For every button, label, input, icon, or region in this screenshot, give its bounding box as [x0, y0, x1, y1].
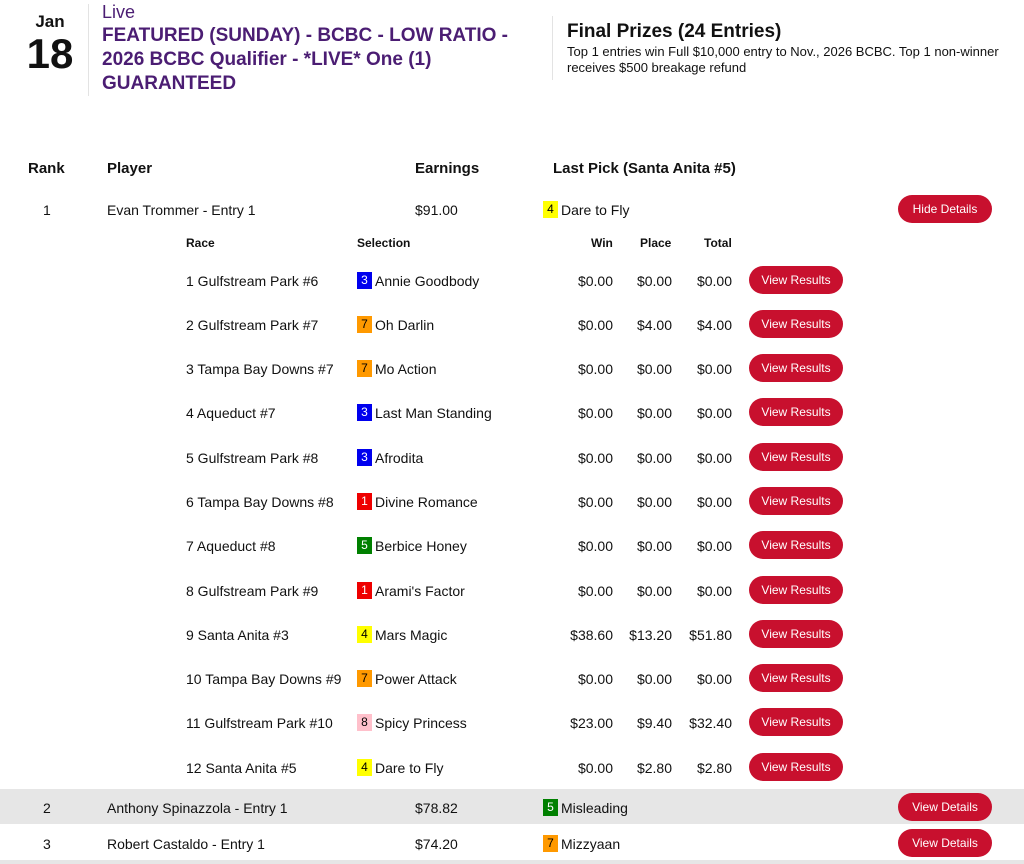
race: 7 Aqueduct #8 [186, 538, 276, 554]
horse-name: Mizzyaan [561, 835, 621, 852]
leaderboard-row [0, 194, 1024, 224]
total-amount: $2.80 [696, 760, 732, 776]
win-amount: $0.00 [577, 671, 613, 687]
detail-row [0, 266, 1024, 296]
view-results-button[interactable]: View Results [749, 664, 843, 692]
view-results-button[interactable]: View Results [749, 398, 843, 426]
leaderboard-row [0, 826, 1024, 860]
column-rank: Rank [28, 160, 65, 177]
last-pick [543, 835, 620, 852]
column-total: Total [704, 236, 732, 250]
horse-name: Dare to Fly [561, 201, 630, 218]
detail-row [0, 664, 1024, 694]
total-amount: $51.80 [689, 627, 732, 643]
detail-row [0, 487, 1024, 517]
place-amount: $0.00 [636, 538, 672, 554]
event-header [0, 0, 1024, 100]
win-amount: $0.00 [577, 583, 613, 599]
post-position-badge: 3 [357, 449, 372, 466]
post-position-badge: 3 [357, 404, 372, 421]
event-month: Jan [35, 12, 65, 31]
horse-name: Afrodita [375, 449, 424, 466]
selection [357, 714, 467, 731]
post-position-badge: 4 [357, 759, 372, 776]
column-last-pick: Last Pick (Santa Anita #5) [553, 160, 736, 177]
row-divider [0, 860, 1024, 864]
race: 5 Gulfstream Park #8 [186, 450, 319, 466]
detail-row [0, 310, 1024, 340]
horse-name: Mars Magic [375, 626, 448, 643]
horse-name: Berbice Honey [375, 537, 467, 554]
divider [88, 4, 89, 96]
view-results-button[interactable]: View Results [749, 620, 843, 648]
post-position-badge: 1 [357, 582, 372, 599]
leaderboard-row [0, 789, 1024, 824]
post-position-badge: 4 [357, 626, 372, 643]
leaderboard-header [0, 160, 1024, 180]
total-amount: $32.40 [689, 715, 732, 731]
place-amount: $0.00 [636, 273, 672, 289]
detail-row [0, 443, 1024, 473]
earnings: $74.20 [415, 836, 458, 852]
race: 8 Gulfstream Park #9 [186, 583, 319, 599]
place-amount: $0.00 [636, 583, 672, 599]
player-name: Anthony Spinazzola - Entry 1 [107, 800, 288, 816]
win-amount: $38.60 [570, 627, 613, 643]
view-results-button[interactable]: View Results [749, 266, 843, 294]
total-amount: $0.00 [696, 450, 732, 466]
selection [357, 759, 443, 776]
race: 4 Aqueduct #7 [186, 405, 276, 421]
win-amount: $0.00 [577, 538, 613, 554]
post-position-badge: 3 [357, 272, 372, 289]
post-position-badge: 4 [543, 201, 558, 218]
last-pick [543, 799, 628, 816]
place-amount: $13.20 [629, 627, 672, 643]
horse-name: Misleading [561, 799, 628, 816]
divider [552, 16, 553, 80]
view-results-button[interactable]: View Results [749, 753, 843, 781]
view-details-button[interactable]: View Details [898, 793, 992, 821]
total-amount: $0.00 [696, 361, 732, 377]
win-amount: $0.00 [577, 450, 613, 466]
event-status: Live [102, 2, 136, 22]
selection [357, 316, 434, 333]
view-results-button[interactable]: View Results [749, 354, 843, 382]
place-amount: $9.40 [636, 715, 672, 731]
race: 9 Santa Anita #3 [186, 627, 289, 643]
post-position-badge: 7 [357, 316, 372, 333]
total-amount: $0.00 [696, 671, 732, 687]
horse-name: Divine Romance [375, 493, 478, 510]
detail-row [0, 531, 1024, 561]
race: 11 Gulfstream Park #10 [186, 715, 333, 731]
place-amount: $0.00 [636, 361, 672, 377]
rank: 1 [43, 202, 51, 218]
post-position-badge: 1 [357, 493, 372, 510]
total-amount: $0.00 [696, 494, 732, 510]
horse-name: Arami's Factor [375, 582, 465, 599]
win-amount: $0.00 [577, 405, 613, 421]
race: 3 Tampa Bay Downs #7 [186, 361, 334, 377]
horse-name: Last Man Standing [375, 404, 492, 421]
horse-name: Oh Darlin [375, 316, 435, 333]
hide-details-button[interactable]: Hide Details [898, 195, 992, 223]
horse-name: Power Attack [375, 670, 457, 687]
event-day: 18 [26, 30, 74, 77]
horse-name: Annie Goodbody [375, 272, 480, 289]
post-position-badge: 7 [357, 670, 372, 687]
race: 6 Tampa Bay Downs #8 [186, 494, 334, 510]
column-win: Win [591, 236, 613, 250]
total-amount: $0.00 [696, 273, 732, 289]
selection [357, 582, 465, 599]
player-name: Robert Castaldo - Entry 1 [107, 836, 265, 852]
selection [357, 404, 492, 421]
detail-row [0, 753, 1024, 783]
prizes-title: Final Prizes (24 Entries) [567, 21, 782, 42]
post-position-badge: 5 [543, 799, 558, 816]
selection [357, 493, 478, 510]
event-info [102, 2, 542, 96]
place-amount: $0.00 [636, 450, 672, 466]
rank: 3 [43, 836, 51, 852]
win-amount: $0.00 [577, 273, 613, 289]
horse-name: Mo Action [375, 360, 437, 377]
selection [357, 626, 447, 643]
event-title: FEATURED (SUNDAY) - BCBC - LOW RATIO - 2026 BCBC Qualifier - *LIVE* One (1) GUARANTEED [102, 25, 509, 94]
place-amount: $2.80 [636, 760, 672, 776]
prizes-description: Top 1 entries win Full $10,000 entry to Nov., 2026 BCBC. Top 1 non-winner receives $500 breakage refund [567, 44, 999, 75]
earnings: $91.00 [415, 202, 458, 218]
player-name: Evan Trommer - Entry 1 [107, 202, 256, 218]
view-details-button[interactable]: View Details [898, 829, 992, 857]
post-position-badge: 8 [357, 714, 372, 731]
place-amount: $4.00 [636, 317, 672, 333]
view-results-button[interactable]: View Results [749, 310, 843, 338]
win-amount: $0.00 [577, 361, 613, 377]
selection [357, 670, 457, 687]
column-player: Player [107, 160, 153, 177]
place-amount: $0.00 [636, 671, 672, 687]
race: 10 Tampa Bay Downs #9 [186, 671, 342, 687]
win-amount: $0.00 [577, 317, 613, 333]
horse-name: Dare to Fly [375, 759, 444, 776]
win-amount: $23.00 [570, 715, 613, 731]
race: 1 Gulfstream Park #6 [186, 273, 319, 289]
selection [357, 449, 423, 466]
race: 2 Gulfstream Park #7 [186, 317, 319, 333]
detail-row [0, 708, 1024, 738]
post-position-badge: 7 [357, 360, 372, 377]
post-position-badge: 7 [543, 835, 558, 852]
rank: 2 [43, 800, 51, 816]
column-race: Race [186, 236, 215, 250]
total-amount: $0.00 [696, 405, 732, 421]
place-amount: $0.00 [636, 494, 672, 510]
view-results-button[interactable]: View Results [749, 576, 843, 604]
total-amount: $0.00 [696, 538, 732, 554]
place-amount: $0.00 [636, 405, 672, 421]
selection [357, 537, 467, 554]
total-amount: $0.00 [696, 583, 732, 599]
detail-row [0, 354, 1024, 384]
total-amount: $4.00 [696, 317, 732, 333]
view-results-button[interactable]: View Results [749, 531, 843, 559]
post-position-badge: 5 [357, 537, 372, 554]
last-pick [543, 201, 629, 218]
selection [357, 272, 479, 289]
win-amount: $0.00 [577, 494, 613, 510]
selection [357, 360, 436, 377]
view-results-button[interactable]: View Results [749, 708, 843, 736]
column-earnings: Earnings [415, 160, 480, 177]
details-header [0, 236, 1024, 252]
earnings: $78.82 [415, 800, 458, 816]
prizes-panel [567, 21, 1012, 76]
column-selection: Selection [357, 236, 411, 250]
column-place: Place [640, 236, 672, 250]
horse-name: Spicy Princess [375, 714, 467, 731]
detail-row [0, 576, 1024, 606]
race: 12 Santa Anita #5 [186, 760, 297, 776]
view-results-button[interactable]: View Results [749, 443, 843, 471]
event-date [18, 12, 82, 77]
win-amount: $0.00 [577, 760, 613, 776]
detail-row [0, 620, 1024, 650]
detail-row [0, 398, 1024, 428]
view-results-button[interactable]: View Results [749, 487, 843, 515]
